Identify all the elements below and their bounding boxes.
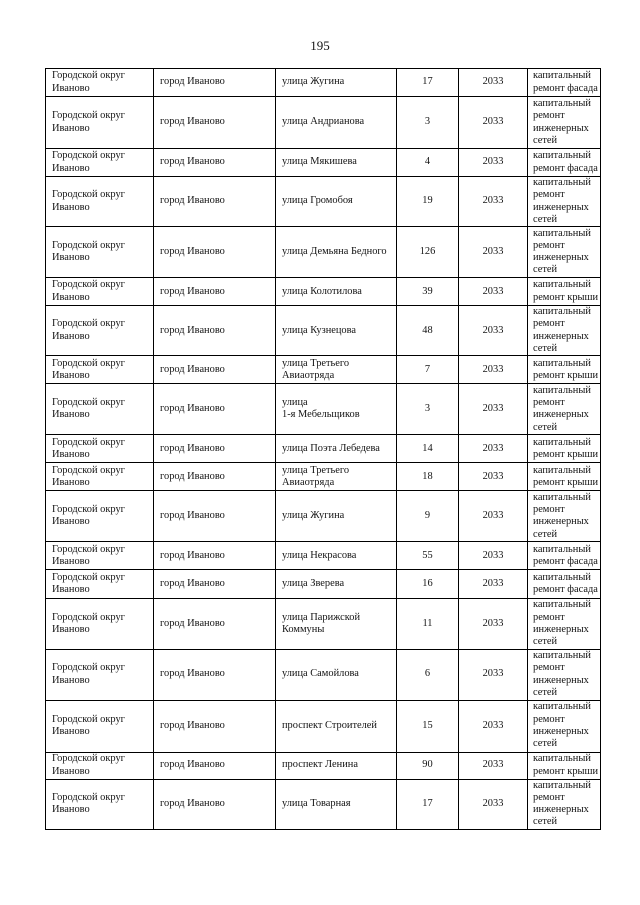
table-row [46,700,601,752]
house-number-cell: 19 [397,177,459,227]
work-type-cell: капитальный ремонт инженерных сетей [528,177,601,227]
municipality-cell: Городской округ Иваново [46,700,154,752]
year-cell: 2033 [459,227,528,278]
work-type-cell: капитальный ремонт инженерных сетей [528,700,601,752]
table-row [46,177,601,227]
year-cell: 2033 [459,435,528,463]
municipality-cell: Городской округ Иваново [46,463,154,491]
house-number-cell: 11 [397,599,459,649]
street-cell: улица Третьего Авиаотряда [276,463,397,491]
year-cell: 2033 [459,149,528,177]
repair-schedule-table [45,68,601,830]
year-cell: 2033 [459,356,528,384]
house-number-cell: 9 [397,491,459,542]
street-cell: улица Некрасова [276,542,397,570]
work-type-cell: капитальный ремонт инженерных сетей [528,306,601,356]
work-type-cell: капитальный ремонт инженерных сетей [528,599,601,649]
table-row [46,752,601,779]
settlement-cell: город Иваново [154,752,276,779]
house-number-cell: 14 [397,435,459,463]
street-cell: улица 1-я Мебельщиков [276,384,397,435]
year-cell: 2033 [459,463,528,491]
street-cell: улица Товарная [276,779,397,829]
house-number-cell: 3 [397,97,459,149]
year-cell: 2033 [459,599,528,649]
street-cell: проспект Строителей [276,700,397,752]
work-type-cell: капитальный ремонт крыши [528,278,601,306]
settlement-cell: город Иваново [154,278,276,306]
settlement-cell: город Иваново [154,177,276,227]
table-row [46,649,601,700]
municipality-cell: Городской округ Иваново [46,227,154,278]
year-cell: 2033 [459,570,528,599]
year-cell: 2033 [459,69,528,97]
street-cell: улица Колотилова [276,278,397,306]
year-cell: 2033 [459,306,528,356]
house-number-cell: 17 [397,779,459,829]
year-cell: 2033 [459,384,528,435]
table-row [46,779,601,829]
table-row [46,491,601,542]
work-type-cell: капитальный ремонт фасада [528,542,601,570]
municipality-cell: Городской округ Иваново [46,97,154,149]
municipality-cell: Городской округ Иваново [46,491,154,542]
street-cell: улица Зверева [276,570,397,599]
year-cell: 2033 [459,779,528,829]
street-cell: улица Жугина [276,69,397,97]
table-body [46,69,601,830]
table-row [46,542,601,570]
settlement-cell: город Иваново [154,570,276,599]
municipality-cell: Городской округ Иваново [46,649,154,700]
municipality-cell: Городской округ Иваново [46,278,154,306]
work-type-cell: капитальный ремонт инженерных сетей [528,97,601,149]
work-type-cell: капитальный ремонт инженерных сетей [528,491,601,542]
table-row [46,463,601,491]
municipality-cell: Городской округ Иваново [46,69,154,97]
year-cell: 2033 [459,649,528,700]
work-type-cell: капитальный ремонт фасада [528,570,601,599]
house-number-cell: 16 [397,570,459,599]
table-row [46,599,601,649]
municipality-cell: Городской округ Иваново [46,177,154,227]
year-cell: 2033 [459,491,528,542]
street-cell: улица Жугина [276,491,397,542]
work-type-cell: капитальный ремонт инженерных сетей [528,384,601,435]
table-row [46,306,601,356]
year-cell: 2033 [459,97,528,149]
street-cell: улица Самойлова [276,649,397,700]
house-number-cell: 48 [397,306,459,356]
work-type-cell: капитальный ремонт крыши [528,752,601,779]
settlement-cell: город Иваново [154,542,276,570]
municipality-cell: Городской округ Иваново [46,435,154,463]
table-row [46,384,601,435]
work-type-cell: капитальный ремонт инженерных сетей [528,649,601,700]
work-type-cell: капитальный ремонт инженерных сетей [528,227,601,278]
house-number-cell: 39 [397,278,459,306]
municipality-cell: Городской округ Иваново [46,542,154,570]
house-number-cell: 7 [397,356,459,384]
street-cell: улица Парижской Коммуны [276,599,397,649]
page-number: 195 [310,38,330,53]
house-number-cell: 6 [397,649,459,700]
year-cell: 2033 [459,752,528,779]
municipality-cell: Городской округ Иваново [46,356,154,384]
table-row [46,570,601,599]
settlement-cell: город Иваново [154,306,276,356]
settlement-cell: город Иваново [154,779,276,829]
work-type-cell: капитальный ремонт крыши [528,356,601,384]
year-cell: 2033 [459,700,528,752]
settlement-cell: город Иваново [154,599,276,649]
settlement-cell: город Иваново [154,384,276,435]
house-number-cell: 3 [397,384,459,435]
table-row [46,435,601,463]
house-number-cell: 4 [397,149,459,177]
street-cell: улица Поэта Лебедева [276,435,397,463]
year-cell: 2033 [459,177,528,227]
municipality-cell: Городской округ Иваново [46,384,154,435]
settlement-cell: город Иваново [154,227,276,278]
table-row [46,278,601,306]
municipality-cell: Городской округ Иваново [46,779,154,829]
work-type-cell: капитальный ремонт крыши [528,435,601,463]
house-number-cell: 90 [397,752,459,779]
table-row [46,69,601,97]
street-cell: улица Громобоя [276,177,397,227]
street-cell: улица Кузнецова [276,306,397,356]
settlement-cell: город Иваново [154,435,276,463]
house-number-cell: 15 [397,700,459,752]
table-row [46,356,601,384]
house-number-cell: 55 [397,542,459,570]
street-cell: улица Третьего Авиаотряда [276,356,397,384]
work-type-cell: капитальный ремонт инженерных сетей [528,779,601,829]
settlement-cell: город Иваново [154,97,276,149]
work-type-cell: капитальный ремонт крыши [528,463,601,491]
settlement-cell: город Иваново [154,69,276,97]
table-row [46,149,601,177]
municipality-cell: Городской округ Иваново [46,149,154,177]
settlement-cell: город Иваново [154,463,276,491]
street-cell: улица Мякишева [276,149,397,177]
settlement-cell: город Иваново [154,491,276,542]
table-row [46,227,601,278]
street-cell: проспект Ленина [276,752,397,779]
year-cell: 2033 [459,278,528,306]
municipality-cell: Городской округ Иваново [46,306,154,356]
house-number-cell: 17 [397,69,459,97]
settlement-cell: город Иваново [154,649,276,700]
municipality-cell: Городской округ Иваново [46,570,154,599]
work-type-cell: капитальный ремонт фасада [528,69,601,97]
work-type-cell: капитальный ремонт фасада [528,149,601,177]
street-cell: улица Демьяна Бедного [276,227,397,278]
house-number-cell: 18 [397,463,459,491]
settlement-cell: город Иваново [154,149,276,177]
street-cell: улица Андрианова [276,97,397,149]
house-number-cell: 126 [397,227,459,278]
settlement-cell: город Иваново [154,700,276,752]
municipality-cell: Городской округ Иваново [46,752,154,779]
year-cell: 2033 [459,542,528,570]
settlement-cell: город Иваново [154,356,276,384]
municipality-cell: Городской округ Иваново [46,599,154,649]
table-row [46,97,601,149]
